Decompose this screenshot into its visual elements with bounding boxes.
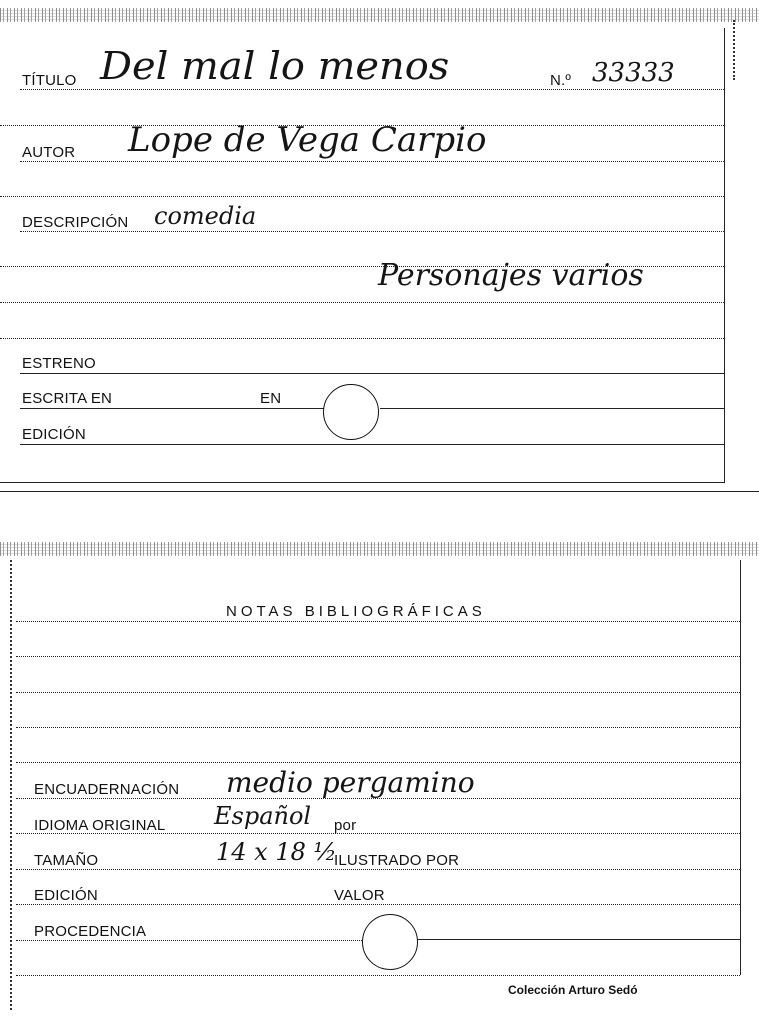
encuadernacion-value: medio pergamino <box>226 766 475 799</box>
escrita-line <box>20 408 325 409</box>
escrita-line-right <box>380 408 724 409</box>
estreno-line <box>20 373 724 374</box>
idioma-value: Español <box>214 802 312 830</box>
coleccion-note: Colección Arturo Sedó <box>508 983 638 997</box>
edicion-line <box>16 904 740 905</box>
tamano-value: 14 x 18 ½ <box>216 838 337 866</box>
rule-line <box>0 302 724 303</box>
card-top-edge <box>0 8 759 22</box>
tamano-line <box>16 869 740 870</box>
numero-value: 33333 <box>592 58 675 88</box>
autor-line <box>20 161 724 162</box>
rule-line <box>16 727 740 728</box>
encuadernacion-label: ENCUADERNACIÓN <box>34 781 180 798</box>
por-label: por <box>334 817 357 834</box>
valor-label: VALOR <box>334 887 385 904</box>
rule-line <box>16 621 740 622</box>
card-top-edge <box>0 542 759 556</box>
ilustrado-label: ILUSTRADO POR <box>334 852 460 869</box>
rule-line <box>16 762 740 763</box>
en-label: EN <box>260 390 282 407</box>
edicion-line <box>20 444 724 445</box>
card-left-edge <box>10 560 12 1010</box>
edicion-label: EDICIÓN <box>34 887 98 904</box>
card-right-border <box>740 560 741 975</box>
notas-heading: NOTAS BIBLIOGRÁFICAS <box>226 603 486 620</box>
titulo-label: TÍTULO <box>22 72 77 89</box>
punch-hole <box>362 914 418 970</box>
catalog-card-front <box>0 0 759 494</box>
card-edge-specks <box>733 20 735 80</box>
descripcion-value: comedia <box>154 202 257 230</box>
autor-label: AUTOR <box>22 144 76 161</box>
numero-label: N.º <box>550 72 572 89</box>
titulo-line <box>20 89 724 90</box>
rule-line <box>0 196 724 197</box>
descripcion-line <box>20 231 724 232</box>
rule-line <box>16 975 740 976</box>
descripcion-label: DESCRIPCIÓN <box>22 214 129 231</box>
personajes-value: Personajes varios <box>378 258 644 293</box>
rule-line <box>16 656 740 657</box>
titulo-value: Del mal lo menos <box>100 44 450 88</box>
tamano-label: TAMAÑO <box>34 852 99 869</box>
procedencia-line <box>16 940 366 941</box>
idioma-label: IDIOMA ORIGINAL <box>34 817 166 834</box>
rule-line <box>16 692 740 693</box>
procedencia-label: PROCEDENCIA <box>34 923 147 940</box>
catalog-card-back <box>0 540 759 1028</box>
punch-hole <box>323 384 379 440</box>
rule-line <box>0 338 724 339</box>
autor-value: Lope de Vega Carpio <box>128 120 487 160</box>
edicion-label: EDICIÓN <box>22 426 86 443</box>
card-cut-line <box>0 491 759 492</box>
estreno-label: ESTRENO <box>22 355 96 372</box>
escrita-label: ESCRITA EN <box>22 390 113 407</box>
card-right-border <box>724 28 725 483</box>
card-bottom-line <box>0 482 724 483</box>
procedencia-line-right <box>415 939 740 940</box>
